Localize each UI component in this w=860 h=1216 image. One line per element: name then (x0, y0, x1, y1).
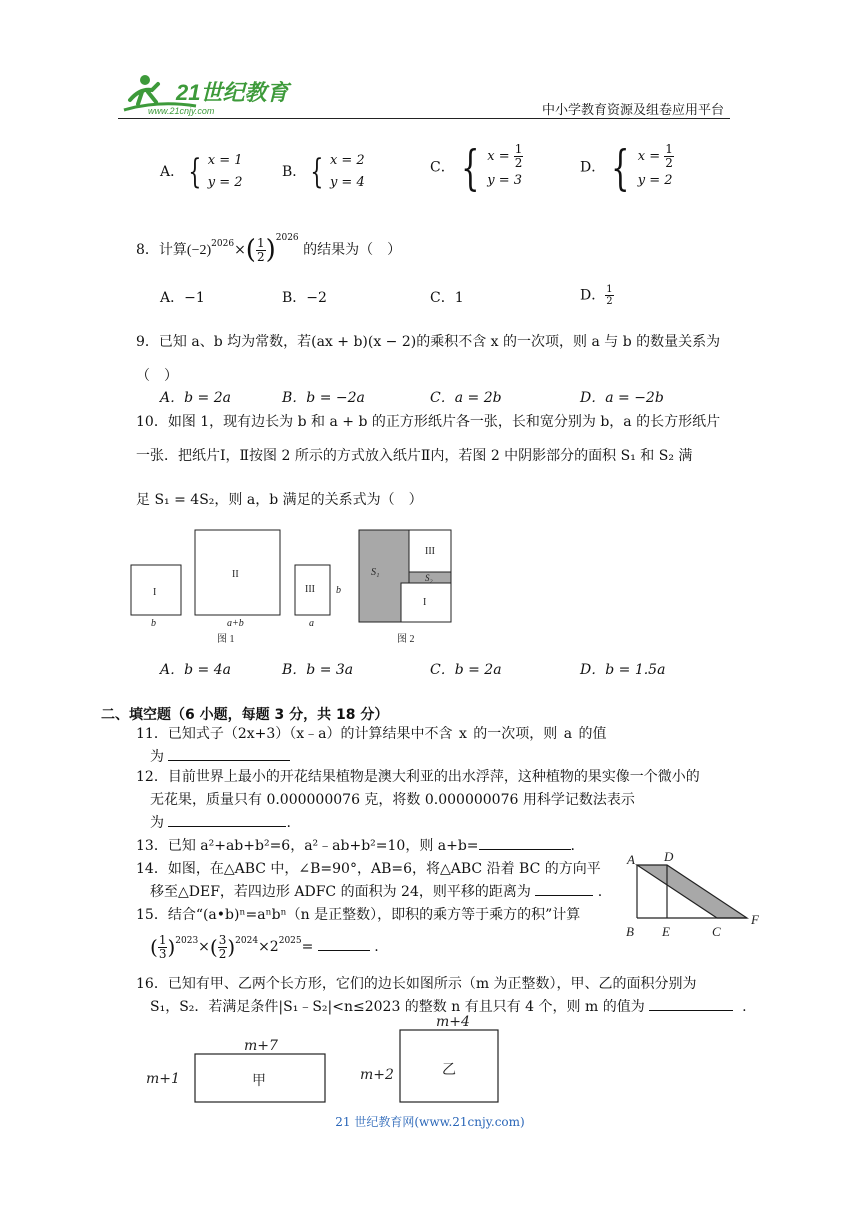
label-ii: II (232, 569, 239, 580)
platform-name: 中小学教育资源及组卷应用平台 (541, 103, 724, 118)
q10-option-d: D．b = 1.5a (580, 662, 666, 678)
q14-question-line2: 移至△DEF，若四边形 ADFC 的面积为 24，则平移的距离为 . (150, 884, 603, 900)
figure-2-caption: 图 2 (397, 634, 415, 645)
label-a: a (309, 618, 314, 629)
q9-option-b: B．b = −2a (282, 390, 365, 406)
q15-answer-blank (318, 950, 370, 951)
q10-question-line3: 足 S₁ = 4S₂，则 a，b 满足的关系式为（ ） (136, 492, 423, 508)
label-yi: 乙 (442, 1062, 456, 1078)
point-f: F (751, 912, 759, 927)
yi-top-length: m+4 (436, 1014, 470, 1030)
q8-option-c: C．1 (430, 290, 464, 306)
page-footer: 21 世纪教育网(www.21cnjy.com) (335, 1115, 525, 1129)
figure-1-caption: 图 1 (217, 634, 235, 645)
q9-option-a: A．b = 2a (160, 390, 231, 406)
q8-option-b: B．−2 (282, 290, 327, 306)
label-a-plus-b: a+b (227, 618, 244, 629)
section-heading-fill-in: 二、填空题（6 小题，每题 3 分，共 18 分） (101, 707, 389, 723)
q15-question-line1: 15．结合“(a•b)ⁿ=aⁿbⁿ（n 是正整数），即积的乘方等于乘方的积”计算 (136, 907, 581, 923)
q10-option-b: B．b = 3a (282, 662, 354, 678)
q12-question-line3: 为 . (150, 815, 291, 831)
point-a: A (627, 852, 635, 867)
q11-question-line2: 为 (150, 747, 290, 767)
q9-question-line1: 9．已知 a、b 均为常数，若(ax + b)(x − 2)的乘积不含 x 的一次项，则 a 与 b 的数量关系为 (136, 334, 721, 350)
q10-question-line2: 一张．把纸片Ⅰ，Ⅱ按图 2 所示的方式放入纸片Ⅱ内，若图 2 中阴影部分的面积 S₁ 和 S₂ 满 (136, 448, 693, 464)
point-e: E (662, 924, 670, 939)
logo-text: 21世纪教育 (176, 80, 289, 105)
q8-option-d: D． $\frac{1}{2}$ (580, 284, 613, 307)
label-iii: III (305, 584, 315, 595)
q8-question: 8．计算$(-2)^{2026}\times$( $\frac{1}{2}$ )$^{2026}$ 的结果为（ ） (136, 233, 402, 265)
header-divider (118, 118, 730, 119)
q9-option-c: C．a = 2b (430, 390, 502, 406)
parallelogram-adfc (637, 865, 747, 918)
q13-answer-blank (479, 849, 571, 850)
q13-question: 13．已知 a²+ab+b²=6，a²﹣ab+b²=10，则 a+b= . (136, 838, 575, 854)
label-s1: S₁ (371, 567, 380, 578)
label-i: I (153, 587, 157, 598)
q14-question-line1: 14．如图，在△ABC 中，∠B=90°，AB=6，将△ABC 沿着 BC 的方向平 (136, 861, 601, 877)
q14-answer-blank (535, 895, 593, 896)
yi-side-length: m+2 (360, 1067, 394, 1083)
q8-option-a: A．−1 (160, 290, 205, 306)
label-iii-fig2: III (425, 546, 435, 557)
q10-option-c: C．b = 2a (430, 662, 502, 678)
q11-answer-blank (168, 760, 290, 761)
point-c: C (712, 924, 721, 939)
q11-question-line1: 11．已知式子（2x+3）（x﹣a）的计算结果中不含 x 的一次项，则 a 的值 (136, 726, 607, 742)
q16-question-line1: 16．已知有甲、乙两个长方形，它们的边长如图所示（m 为正整数），甲、乙的面积分别为 (136, 976, 697, 992)
q7-option-c: C． { x = $\frac{1}{2}$ y = 3 (430, 139, 523, 196)
q16-answer-blank (649, 1010, 733, 1011)
q15-expression: ( $\frac{1}{3}$ )$^{2023}$×( $\frac{3}{2}$ )$^{2024}\times 2^{2025}=$ . (150, 932, 379, 961)
q12-question-line2: 无花果，质量只有 0.000000076 克，将数 0.000000076 用科学记数法表示 (150, 792, 635, 808)
q12-answer-blank (168, 826, 286, 827)
q16-question-line2: S₁，S₂．若满足条件|S₁﹣S₂|<n≤2023 的整数 n 有且只有 4 个，则 m 的值为 . (150, 999, 747, 1015)
point-d: D (664, 849, 674, 864)
label-s2: S₂ (425, 573, 433, 583)
q14-figure (625, 848, 765, 940)
q7-option-b: B． { x = 2 y = 4 (282, 152, 365, 192)
q10-figures (125, 525, 465, 650)
q9-question-line2: （ ） (136, 368, 178, 384)
label-b-side: b (336, 585, 341, 596)
label-b-under-i: b (151, 618, 156, 629)
label-jia: 甲 (252, 1073, 266, 1089)
q7-option-d: D． { x = $\frac{1}{2}$ y = 2 (580, 139, 673, 196)
q10-question-line1: 10．如图 1，现有边长为 b 和 a + b 的正方形纸片各一张，长和宽分别为 b，a 的长方形纸片 (136, 414, 721, 430)
q16-figure (140, 1010, 510, 1110)
logo-url: www.21cnjy.com (148, 106, 215, 116)
jia-side-length: m+1 (146, 1071, 180, 1087)
point-b: B (626, 924, 634, 939)
label-i-fig2: I (423, 597, 427, 608)
q10-option-a: A．b = 4a (160, 662, 231, 678)
site-logo (118, 70, 298, 118)
q9-option-d: D．a = −2b (580, 390, 664, 406)
jia-top-length: m+7 (244, 1038, 278, 1054)
q12-question-line1: 12．目前世界上最小的开花结果植物是澳大利亚的出水浮萍，这种植物的果实像一个微小的 (136, 769, 700, 785)
q7-option-a: A． { x = 1 y = 2 (160, 152, 243, 192)
